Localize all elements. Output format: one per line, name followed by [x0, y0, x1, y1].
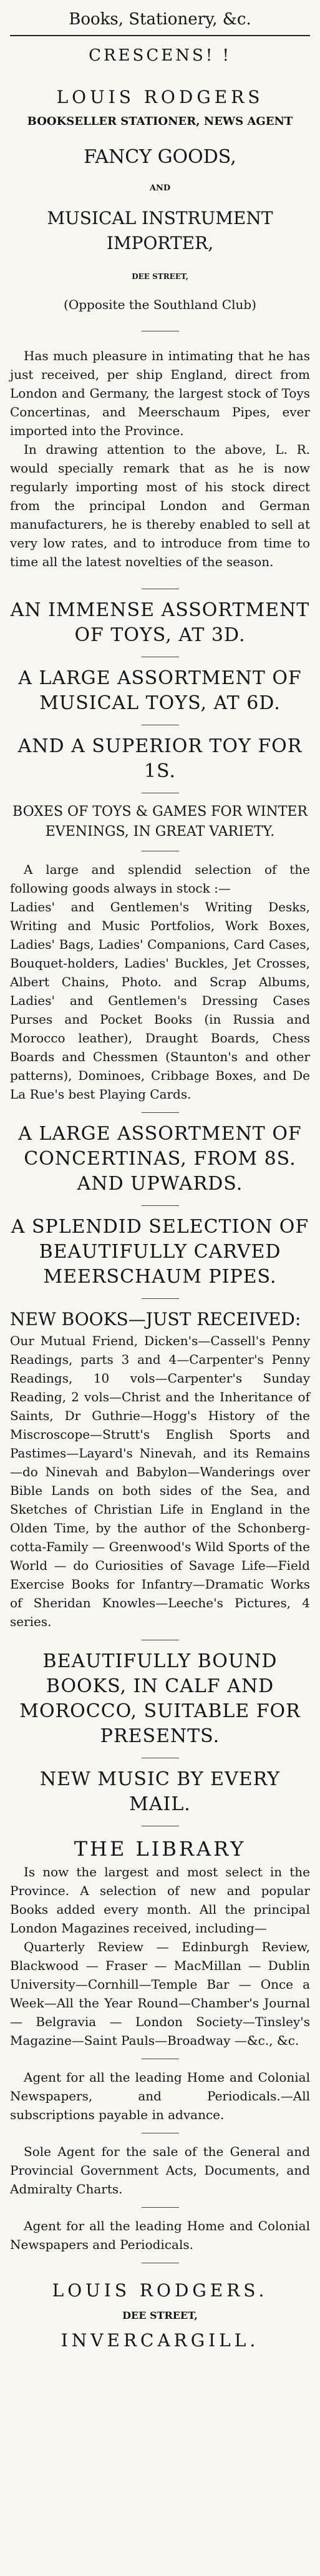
magazine-list: Quarterly Review — Edinburgh Review, Blackwood — Fraser — MacMillan — Dublin University—Cornhill—Temple Bar — Once a Week—All the Year Round—Chamber's Journal — Belgravia — London Society—Tinsley's Magazine—Saint Pauls—Broadway —&c., &c.	[10, 1939, 310, 2048]
page-cutoff	[0, 2572, 320, 2576]
trades-line: BOOKSELLER STATIONER, NEWS AGENT	[27, 115, 293, 128]
concertinas: A LARGE ASSORTMENT OF CONCERTINAS, FROM 8S. AND UPWARDS.	[18, 1123, 302, 1195]
goods-intro: A large and splendid selection of the following goods always in stock :—	[10, 862, 310, 896]
instrument-importer: MUSICAL INSTRUMENT IMPORTER,	[47, 208, 273, 253]
intro-paragraph-2: In drawing attention to the above, L. R. would specially remark that as he is now regularly importing most of his stock direct from the principal London and German manufacturers, he is thereby enabled to sell at very low rates, and to introduce from time to time all the latest novelties of the season.	[10, 442, 310, 569]
divider	[142, 1205, 179, 1206]
new-books-section	[10, 1308, 310, 1631]
new-music: NEW MUSIC BY EVERY MAIL.	[39, 1768, 281, 1815]
intro-section	[10, 340, 310, 580]
and-word: AND	[149, 184, 171, 193]
new-books-list: Our Mutual Friend, Dicken's—Cassell's Penny Readings, parts 3 and 4—Carpenter's Penny Readings, 10 vols—Carpenter's Sunday Reading, 2 vols—Christ and the Inheritance of Saints, Dr Guthrie—Hogg's History of the Miscroscope—Strutt's English Sports and Pastimes—Layard's Ninevah, and its Remains—do Ninevah and Babylon—Wanderings over Bible Lands on both sides of the Sea, and Sketches of Christian Life in England in the Olden Time, by the author of the Schonberg-cotta-Family — Greenwood's Wild Sports of the World — do Curiosities of Savage Life—Field Exercise Books for Infantry—Dramatic Works of Sheridan Knowles—Leeche's Pictures, 4 series.	[10, 1333, 310, 1629]
divider	[142, 1112, 179, 1113]
signature-name: LOUIS RODGERS.	[52, 2280, 268, 2301]
signature-block	[10, 2272, 310, 2353]
library-intro: Is now the largest and most select in the Province. A selection of new and popular Books added every month. All the principal London Magazines received, including—	[10, 1864, 310, 1936]
category-heading: Books, Stationery, &c.	[69, 10, 251, 29]
goods-list: Ladies' and Gentlemen's Writing Desks, Writing and Music Portfolios, Work Boxes, Ladies' Bags, Ladies' Companions, Card Cases, Bouquet-holders, Ladies' Buckles, Jet Crosses, Albert Chains, Photo. and Scrap Albums, Ladies' and Gentlemen's Dressing Cases Purses and Pocket Books (in Russia and Morocco leather), Draught Boards, Chess Boards and Chessmen (Staunton's and other patterns), Dominoes, Cribbage Boxes, and De La Rue's best Playing Cards.	[10, 899, 310, 1102]
fancy-goods: FANCY GOODS,	[84, 146, 236, 168]
street-label: DEE STREET,	[132, 272, 188, 281]
masthead	[10, 36, 310, 322]
divider	[142, 1298, 179, 1299]
new-books-heading: NEW BOOKS—JUST RECEIVED:	[10, 1309, 301, 1330]
agent-government-acts: Sole Agent for the sale of the General and Provincial Government Acts, Documents, and Admiralty Charts.	[10, 2144, 310, 2196]
bound-books: BEAUTIFULLY BOUND BOOKS, IN CALF AND MOROCCO, SUITABLE FOR PRESENTS.	[19, 1650, 301, 1747]
toys-3d: AN IMMENSE ASSORTMENT OF TOYS, AT 3D.	[10, 599, 310, 646]
agent-newspapers: Agent for all the leading Home and Colonial Newspapers, and Periodicals.—All subscriptions payable in advance.	[10, 2070, 310, 2122]
library-heading: THE LIBRARY	[74, 1837, 246, 1861]
crescens-title: CRESCENS! !	[89, 46, 231, 65]
divider	[142, 2207, 179, 2208]
signature-street: DEE STREET,	[122, 2309, 198, 2321]
intro-paragraph-1: Has much pleasure in intimating that he has just received, per ship England, direct from London and Germany, the largest stock of Toys Concertinas, and Meerschaum Pipes, ever imported into the Province.	[10, 348, 310, 438]
signature-town: INVERCARGILL.	[61, 2330, 259, 2351]
location-note: (Opposite the Southland Club)	[64, 297, 256, 312]
agent-periodicals: Agent for all the leading Home and Colonial Newspapers and Periodicals.	[10, 2218, 310, 2252]
goods-section	[10, 860, 310, 1104]
superior-toy-1s: AND A SUPERIOR TOY FOR 1S.	[17, 735, 303, 782]
boxes-of-toys: BOXES OF TOYS & GAMES FOR WINTER EVENINGS, IN GREAT VARIETY.	[12, 804, 308, 840]
meerschaum-pipes: A SPLENDID SELECTION OF BEAUTIFULLY CARVED MEERSCHAUM PIPES.	[11, 1216, 309, 1288]
proprietor-name: LOUIS RODGERS	[56, 87, 264, 107]
library-section	[10, 1835, 310, 2050]
musical-toys-6d: A LARGE ASSORTMENT OF MUSICAL TOYS, AT 6D.	[18, 667, 302, 714]
